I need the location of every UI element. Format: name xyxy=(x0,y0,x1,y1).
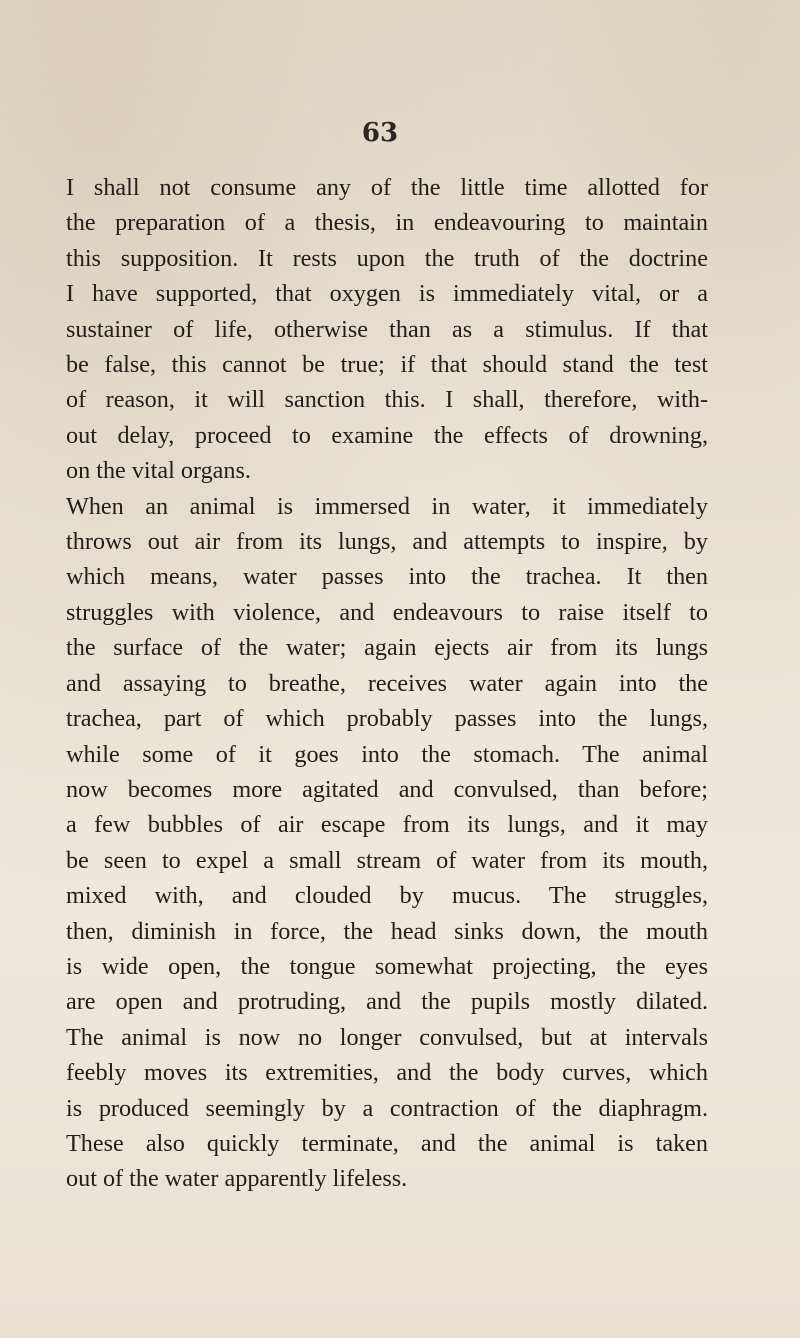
text-line: These also quickly terminate, and the animal is taken xyxy=(66,1129,708,1157)
text-line: sustainer of life, otherwise than as a stimulus. If that xyxy=(66,315,708,343)
text-line: are open and protruding, and the pupils mostly dilated. xyxy=(66,988,708,1016)
text-line: is wide open, the tongue somewhat projecting, the eyes xyxy=(66,952,708,980)
text-line: out delay, proceed to examine the effects of drowning, xyxy=(66,421,708,449)
text-line: feebly moves its extremities, and the body curves, which xyxy=(66,1059,708,1087)
text-line: be seen to expel a small stream of water from its mouth, xyxy=(66,846,708,874)
text-line: which means, water passes into the trachea. It then xyxy=(66,563,708,591)
text-line: this supposition. It rests upon the truth of the doctrine xyxy=(66,244,708,272)
text-line: The animal is now no longer convulsed, but at intervals xyxy=(66,1023,708,1051)
text-line: struggles with violence, and endeavours to raise itself to xyxy=(66,598,708,626)
text-line: then, diminish in force, the head sinks down, the mouth xyxy=(66,917,708,945)
page-number: 63 xyxy=(361,118,399,148)
text-line: on the vital organs. xyxy=(66,457,251,485)
text-line: I have supported, that oxygen is immediately vital, or a xyxy=(66,280,708,308)
text-line: be false, this cannot be true; if that should stand the test xyxy=(66,351,708,379)
text-line: now becomes more agitated and convulsed, than before; xyxy=(66,775,708,803)
text-line: throws out air from its lungs, and attempts to inspire, by xyxy=(66,528,708,556)
text-line: while some of it goes into the stomach. The animal xyxy=(66,740,708,768)
text-line: a few bubbles of air escape from its lungs, and it may xyxy=(66,811,708,839)
text-line: out of the water apparently lifeless. xyxy=(66,1165,408,1193)
text-line: When an animal is immersed in water, it immediately xyxy=(66,492,708,520)
text-line: and assaying to breathe, receives water again into the xyxy=(66,669,708,697)
text-line: mixed with, and clouded by mucus. The struggles, xyxy=(66,882,708,910)
text-line: is produced seemingly by a contraction of the diaphragm. xyxy=(66,1094,708,1122)
text-line: trachea, part of which probably passes into the lungs, xyxy=(66,705,708,733)
text-line: the preparation of a thesis, in endeavouring to maintain xyxy=(66,209,708,237)
text-line: of reason, it will sanction this. I shall, therefore, with- xyxy=(66,386,708,414)
text-line: the surface of the water; again ejects air from its lungs xyxy=(66,634,708,662)
body-text xyxy=(66,170,708,1197)
text-line: I shall not consume any of the little time allotted for xyxy=(66,174,708,201)
